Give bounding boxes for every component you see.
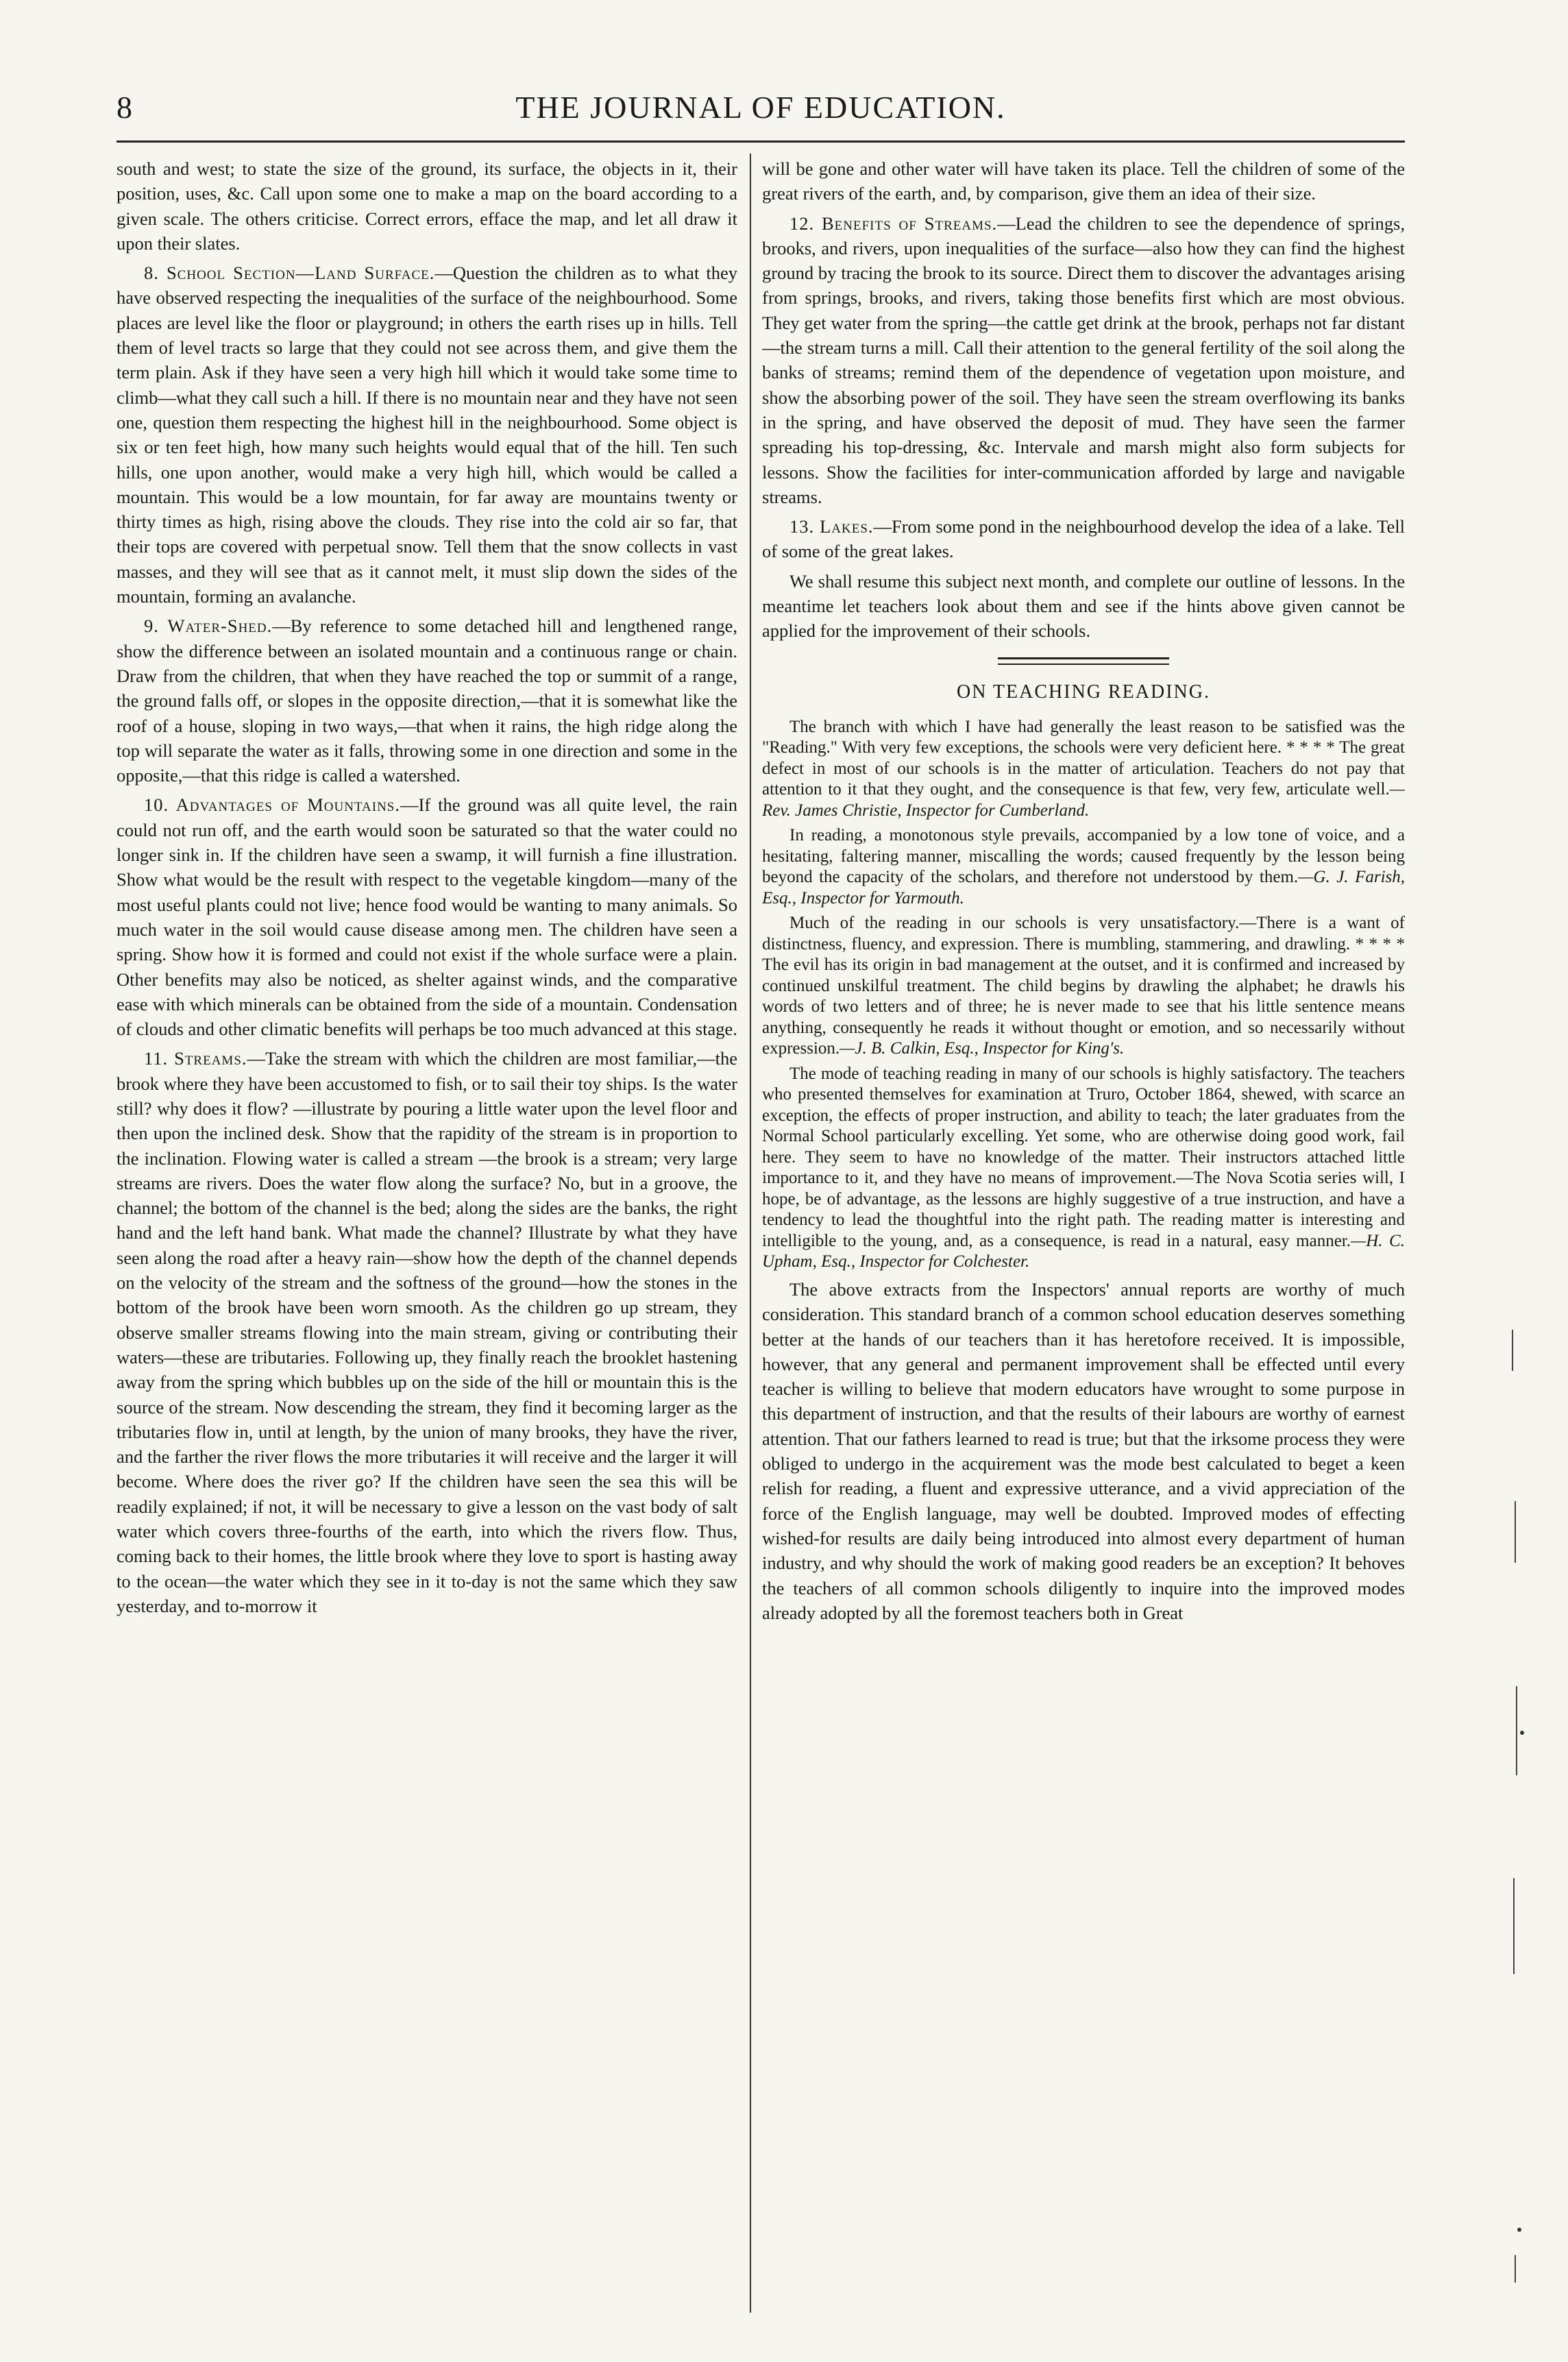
quote-upham: The mode of teaching reading in many of our schools is highly satisfactory. The teachers who presented themselves for examination at Truro, October 1864, shewed, with scarce an exception, the effects of proper instruction, and ability to teach; the later graduates from the Normal School particularly excelling. Yet some, who are otherwise doing good work, fail here. They seem to have no knowledge of the matter. Their instructors attached little importance to it, and they have no means of improvement.—The Nova Scotia series will, I hope, be of advantage, as the lessons are highly suggestive of a true instruction, and have a tendency to lead the thoughtful into the right path. The reading matter is interesting and intelligible to the young, and, as a consequence, is read in a natural, easy manner.—H. C. Upham, Esq., Inspector for Colchester. [762,1064,1405,1271]
page-header [117,81,1405,133]
paragraph-rivers: will be gone and other water will have taken its place. Tell the children of some of the great rivers of the earth, and, by comparison, give them an idea of their size. [762,158,1405,204]
margin-mark [1516,1686,1517,1775]
paragraph-map-drawing: south and west; to state the size of the ground, its surface, the objects in it, their position, uses, &c. Call upon some one to make a map on the board according to a given scale. The others criticise. Correct errors, efface the map, and let all draw it upon their slates. [117,158,737,254]
quote-farish-attribution: —G. J. Farish, Esq., Inspector for Yarmouth. [762,868,1405,908]
quote-upham-attribution: —H. C. Upham, Esq., Inspector for Colchester. [762,1231,1405,1271]
section-8-heading: 8. School Section—Land Surface. [144,263,435,284]
margin-mark [1515,2255,1516,2282]
quote-christie-attribution: —Rev. James Christie, Inspector for Cumberland. [762,780,1405,820]
margin-dot [1520,1731,1524,1735]
quote-christie: The branch with which I have had generally the least reason to be satisfied was the "Reading." With very few exceptions, the schools were very deficient here. * * * * The great defect in most of our schools is in the matter of articulation. Teachers do not pay that attention to it that they ought, and the consequence is that few, very few, articulate well.—Rev. James Christie, Inspector for Cumberland. [762,717,1405,820]
section-10-body: —If the ground was all quite level, the rain could not run off, and the earth would soon be saturated so that the water could no longer sink in. If the children have seen a swamp, it will furnish a fine illustration. Show what would be the result with respect to the vegetable kingdom—many of the most useful plants could not live; hence food would be wanting to many animals. So much water in the soil would cause disease among men. The children have seen a spring. Show how it is formed and could not exist if the whole surface were a plain. Other benefits may also be noticed, as shelter against winds, and the comparative ease with which minerals can be obtained from the side of a mountain. Condensation of clouds and other climatic benefits will perhaps be too much advanced at this stage. [117,794,737,1040]
section-9-body: —By reference to some detached hill and lengthened range, show the difference between an isolated mountain and a continuous range or chain. Draw from the children, that when they have reached the top or summit of a range, the ground falls off, or slopes in the opposite direction,—that it is somewhat like the roof of a house, sloping in two ways,—that when it rains, the high ridge along the top will separate the water as it falls, throwing some in one direction and some in the opposite,—that this ridge is called a watershed. [117,616,737,786]
section-11-body: —Take the stream with which the children are most familiar,—the brook where they have been accustomed to fish, or to sail their toy ships. Is the water still? why does it flow? —illustrate by pouring a little water upon the level floor and then upon the inclined desk. Show that the rapidity of the stream is in proportion to the inclination. Flowing water is called a stream —the brook is a stream; very large streams are rivers. Does the water flow along the surface? No, but in a groove, the channel; the bottom of the channel is the bed; along the sides are the banks, the right hand and the left hand bank. What made the channel? Illustrate by what they have seen along the road after a heavy rain—show how the depth of the channel depends on the velocity of the stream and the softness of the ground—how the stones in the bottom of the brook have been worn smooth. As the children go up stream, they observe smaller streams flowing into the main stream, giving or contributing their waters—these are tributaries. Following up, they finally reach the brooklet hastening away from the spring which bubbles up on the side of the hill or mountain this is the source of the stream. Now descending the stream, they find it becoming larger as the tributaries flow in, until at length, by the union of many brooks, they have the river, and the farther the river flows the more tributaries it will receive and the larger it will become. Where does the river go? If the children have seen the sea this will be readily explained; if not, it will be necessary to give a lesson on the vast body of salt water which covers three-fourths of the earth, into which the rivers flow. Thus, coming back to their homes, the little brook where they love to sport is hasting away to the ocean—the water which they see in it to-day is not the same which they saw yesterday, and to-morrow it [117,1048,737,1616]
section-11-heading: 11. Streams. [144,1048,247,1069]
section-12-heading: 12. Benefits of Streams. [789,212,998,234]
section-13-heading: 13. Lakes. [789,516,874,537]
right-column [762,156,1405,2326]
margin-dot [1517,2228,1521,2232]
inspector-quotes [762,717,1405,1273]
quote-calkin-attribution: —J. B. Calkin, Esq., Inspector for King's. [840,1039,1125,1058]
margin-marks [1508,0,1549,2362]
column-divider [750,154,751,2313]
section-10 [117,792,737,1041]
header-rule [117,141,1405,143]
section-9-heading: 9. Water-Shed. [144,616,273,637]
quote-calkin: Much of the reading in our schools is very unsatisfactory.—There is a want of distinctness, fluency, and expression. There is mumbling, stammering, and drawling. * * * * The evil has its origin in bad management at the outset, and it is confirmed and increased by continued unskilful treatment. The child begins by drawling the alphabet; he drawls his words of two letters and of three; he is never made to see that his little sentence means anything, consequently he reads it without thought or emotion, and so necessarily without expression.—J. B. Calkin, Esq., Inspector for King's. [762,914,1405,1058]
section-divider [998,657,1169,665]
section-13 [762,514,1405,564]
closing-paragraph: The above extracts from the Inspectors' annual reports are worthy of much consideration. This standard branch of a common school education deserves something better at the hands of our teachers than it has heretofore received. It is impossible, however, that any general and permanent improvement shall be effected until every teacher is willing to believe that modern educators have wrought to some purpose in this department of instruction, and that the results of their labours are worthy of earnest attention. That our fathers learned to read is true; but that the irksome process they were obliged to undergo in the acquirement was the mode best calculated to beget a keen relish for reading, a fluent and expressive utterance, and a vivid appreciation of the force of the English language, may well be doubted. Improved modes of effecting wished-for results are daily being introduced into almost every department of human industry, and why should the work of making good readers be an exception? It behoves the teachers of all common schools diligently to inquire into the improved modes already adopted by all the foremost teachers both in Great [762,1278,1405,1623]
resume-paragraph: We shall resume this subject next month, and complete our outline of lessons. In the meantime let teachers look about them and see if the hints above given cannot be applied for the improvement of their schools. [762,570,1405,642]
section-9 [117,613,737,788]
section-8 [117,260,737,609]
page-number: 8 [117,90,132,125]
article-title: ON TEACHING READING. [956,681,1210,703]
margin-mark [1513,1878,1515,1974]
section-10-heading: 10. Advantages of Mountains. [144,794,401,816]
journal-title: THE JOURNAL OF EDUCATION. [515,90,1006,125]
section-12 [762,211,1405,510]
section-12-body: —Lead the children to see the dependence of springs, brooks, and rivers, upon inequalities of the surface—also how they can find the highest ground by tracing the brook to its source. Direct them to discover the advantages arising from springs, brooks, and rivers, taking those benefits first which are most obvious. They get water from the spring—the cattle get drink at the brook, perhaps not far distant—the stream turns a mill. Call their attention to the general fertility of the soil along the banks of streams; remind them of the dependence of vegetation upon moisture, and show the absorbing power of the soil. They have seen the stream overflowing its banks in the spring, and have observed the deposit of mud. They have seen the farmer spreading his top-dressing, &c. Intervale and marsh might also form subjects for lessons. Show the facilities for inter-communication afforded by large and navigable streams. [762,212,1405,507]
left-column [117,156,737,2326]
section-11 [117,1046,737,1618]
margin-mark [1515,1501,1516,1563]
quote-farish: In reading, a monotonous style prevails, accompanied by a low tone of voice, and a hesitating, faltering manner, miscalling the words; caused frequently by the lesson being beyond the capacity of the scholars, and therefore not understood by them.—G. J. Farish, Esq., Inspector for Yarmouth. [762,826,1405,908]
section-13-body: —From some pond in the neighbourhood develop the idea of a lake. Tell of some of the great lakes. [762,516,1405,562]
section-8-body: —Question the children as to what they have observed respecting the inequalities of the surface of the neighbourhood. Some places are level like the floor or playground; in others the earth rises up in hills. Tell them of level tracts so large that they could not see across them, and give them the term plain. Ask if they have seen a very high hill which it would take some time to climb—what they call such a hill. If there is no mountain near and they have not seen one, question them respecting the highest hill in the neighbourhood. Some object is six or ten feet high, how many such heights would equal that of the hill. Ten such hills, one upon another, would make a very high hill, which would be called a mountain. This would be a low mountain, for far away are mountains twenty or thirty times as high, rising above the clouds. They rise into the cold air so far, that their tops are covered with perpetual snow. Tell them that the snow collects in vast masses, and they will see that as it cannot melt, it must slip down the sides of the mountain, forming an avalanche. [117,263,737,607]
margin-mark [1512,1330,1513,1371]
